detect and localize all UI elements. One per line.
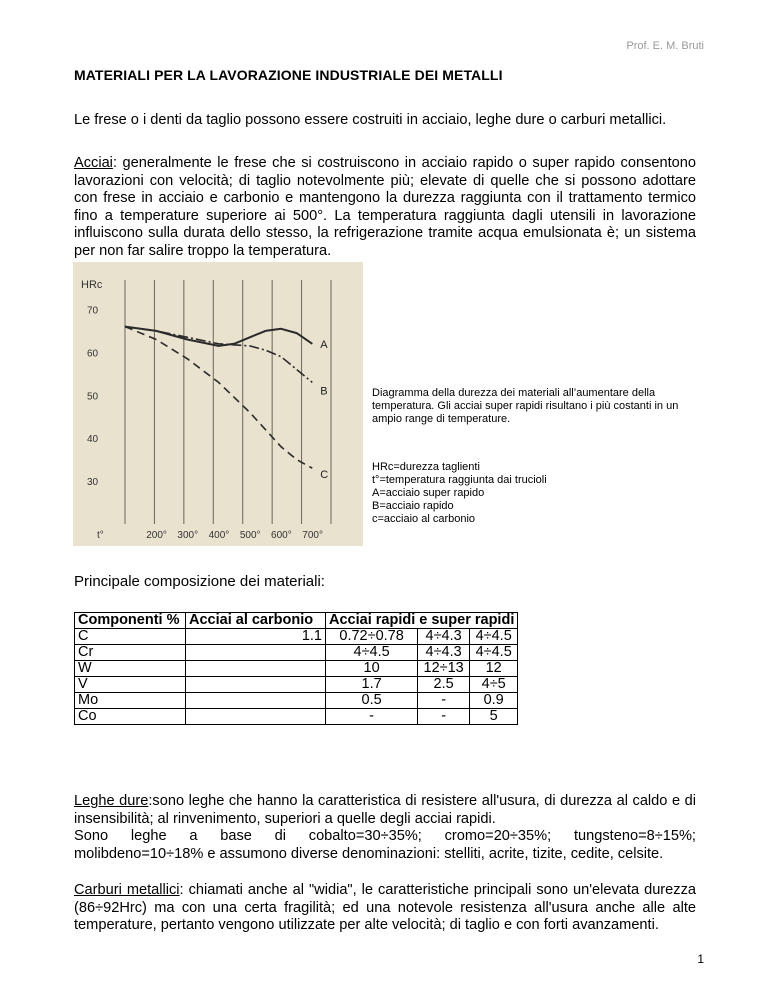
table-row: [75, 629, 518, 645]
table-cell: [186, 677, 326, 693]
table-cell: 0.72÷0.78: [326, 629, 418, 645]
chart-x-tick: 400°: [208, 530, 230, 541]
header-carbonio: Acciai al carbonio: [186, 613, 326, 629]
figure-legend: [372, 461, 702, 526]
chart-x-tick: 200°: [146, 530, 167, 541]
intro-paragraph: Le frese o i denti da taglio possono essere costruiti in acciaio, leghe dure o carburi metallici.: [74, 112, 667, 128]
table-cell: [186, 693, 326, 709]
acciai-paragraph: [74, 155, 696, 261]
chart-series-label: A: [320, 338, 328, 351]
chart-series-label: B: [320, 385, 328, 398]
composition-table: [74, 612, 518, 725]
leghe-text-2: Sono leghe a base di cobalto=30÷35%; cromo=20÷35%; tungsteno=8÷15%; molibdeno=10÷18% e assumono diverse denominazioni: stelliti, acrite, tizite, cedite, celsite.: [74, 828, 696, 862]
chart-y-tick: 40: [87, 434, 99, 446]
chart-y-tick: 70: [87, 305, 99, 317]
chart-x-label: t°: [97, 530, 104, 541]
chart-x-tick: 700°: [302, 530, 323, 541]
table-cell: C: [75, 629, 186, 645]
legend-a: A=acciaio super rapido: [372, 487, 485, 499]
page-title: MATERIALI PER LA LAVORAZIONE INDUSTRIALE DEI METALLI: [74, 67, 503, 83]
table-cell: W: [75, 661, 186, 677]
chart-y-tick: 30: [87, 477, 99, 489]
acciai-text: : generalmente le frese che si costruiscono in acciaio rapido o super rapido consentono lavorazioni con velocità; di taglio notevolmente più; elevate di quelle che si possono adottare con frese in acciaio e carbonio e mantengono la durezza raggiunta con il trattamento termico fino a temperature superiore ai 500°. La temperatura raggiunta dagli utensili in lavorazione influiscono sulla durata dello stesso, la refrigerazione tramite acqua emulsionata è; un sistema per non far salire troppo la temperatura.: [74, 155, 696, 259]
table-row: [75, 645, 518, 661]
header-rapidi: Acciai rapidi e super rapidi: [326, 613, 518, 629]
table-header-row: [75, 613, 518, 629]
legend-hrc: HRc=durezza taglienti: [372, 461, 480, 473]
table-cell: 12÷13: [418, 661, 470, 677]
chart-x-tick: 500°: [239, 530, 261, 541]
header-componenti: Componenti %: [75, 613, 186, 629]
hardness-chart-svg: [73, 262, 363, 546]
table-row: [75, 693, 518, 709]
table-cell: -: [418, 709, 470, 725]
legend-temp: t°=temperatura raggiunta dai trucioli: [372, 474, 547, 486]
table-cell: [186, 645, 326, 661]
carburi-text: : chiamati anche al "widia", le caratteristiche principali sono un'elevata durezza (86÷92Hrc) ma con una certa fragilità; ed una notevole resistenza all'usura anche alle alte temperature, pertanto vengono utilizzate per alte velocità; di taglio e con forti avanzamenti.: [74, 882, 696, 934]
table-row: [75, 661, 518, 677]
figure-caption: Diagramma della durezza dei materiali all’aumentare della temperatura. Gli acciai super rapidi risultano i più costanti in un ampio range di temperature.: [372, 387, 679, 425]
table-cell: 4÷4.5: [326, 645, 418, 661]
table-row: [75, 677, 518, 693]
leghe-text: :sono leghe che hanno la caratteristica di resistere all'usura, di durezza al caldo e di insensibilità; al rinvenimento, superiori a quelle degli acciai rapidi.: [74, 793, 696, 827]
table-cell: 1.7: [326, 677, 418, 693]
table-cell: Co: [75, 709, 186, 725]
table-cell: 4÷4.3: [418, 629, 470, 645]
chart-y-tick: 50: [87, 391, 99, 403]
table-cell: Mo: [75, 693, 186, 709]
chart-y-label: HRc: [81, 279, 103, 291]
page-number: 1: [697, 952, 704, 966]
table-cell: 4÷4.5: [470, 629, 518, 645]
table-cell: 10: [326, 661, 418, 677]
table-cell: V: [75, 677, 186, 693]
chart-series-label: C: [320, 469, 329, 482]
table-cell: 4÷5: [470, 677, 518, 693]
table-cell: 4÷4.3: [418, 645, 470, 661]
legend-b: B=acciaio rapido: [372, 500, 454, 512]
table-cell: [186, 709, 326, 725]
chart-y-tick: 60: [87, 348, 99, 360]
chart-x-tick: 300°: [177, 530, 199, 541]
table-cell: [186, 661, 326, 677]
table-cell: 12: [470, 661, 518, 677]
chart-x-tick: 600°: [271, 530, 292, 541]
acciai-label: Acciai: [74, 155, 113, 171]
table-cell: 4÷4.5: [470, 645, 518, 661]
table-cell: -: [326, 709, 418, 725]
table-cell: -: [418, 693, 470, 709]
table-cell: 2.5: [418, 677, 470, 693]
table-cell: 1.1: [186, 629, 326, 645]
table-cell: 0.9: [470, 693, 518, 709]
table-row: [75, 709, 518, 725]
carburi-label: Carburi metallici: [74, 882, 180, 898]
leghe-paragraph: [74, 793, 696, 863]
table-cell: Cr: [75, 645, 186, 661]
carburi-paragraph: [74, 882, 696, 935]
chart-series-c: [125, 327, 312, 469]
table-heading: Principale composizione dei materiali:: [74, 573, 325, 590]
leghe-label: Leghe dure: [74, 793, 149, 809]
hardness-chart: [73, 262, 363, 546]
table-cell: 5: [470, 709, 518, 725]
chart-series-b: [125, 327, 312, 383]
legend-c: c=acciaio al carbonio: [372, 513, 476, 525]
table-cell: 0.5: [326, 693, 418, 709]
author-header: Prof. E. M. Bruti: [626, 40, 704, 52]
